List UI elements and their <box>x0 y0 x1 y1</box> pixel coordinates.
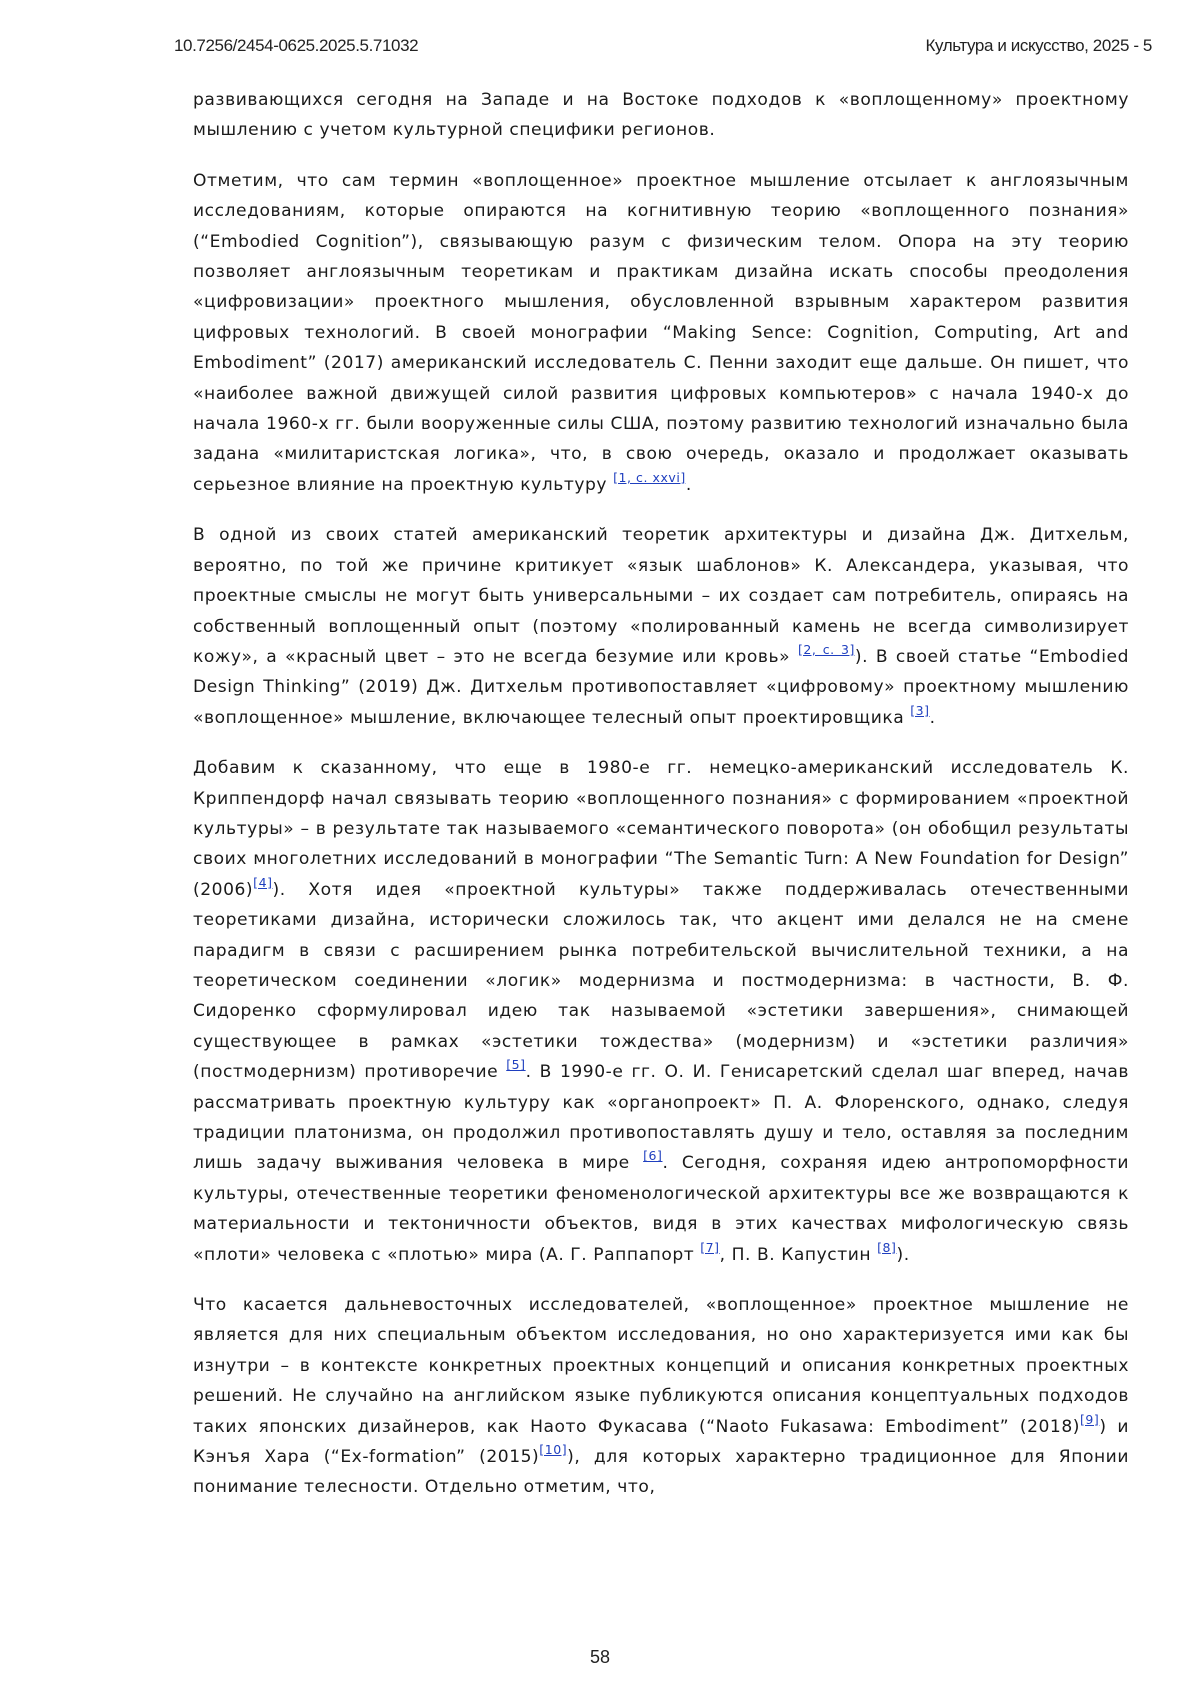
citation-link-10[interactable]: [10] <box>539 1442 568 1458</box>
paragraph-3: В одной из своих статей американский теоретик архитектуры и дизайна Дж. Дитхельм, вероятно, по той же причине критикует «язык шаблонов» К. Александера, указывая, что проектные смыслы не могут быть универсальными – их создает сам потребитель, опираясь на собственный воплощенный опыт (поэтому «полированный камень не всегда символизирует кожу», а «красный цвет – это не всегда безумие или кровь» [2, с. 3]). В своей статье “Embodied Design Thinking” (2019) Дж. Дитхельм противопоставляет «цифровому» проектному мышлению «воплощенное» мышление, включающее телесный опыт проектировщика [3]. <box>193 525 1129 728</box>
journal-title: Культура и искусство, 2025 - 5 <box>925 36 1152 55</box>
citation-link-8[interactable]: [8] <box>877 1239 897 1255</box>
citation-link-3[interactable]: [3] <box>910 702 930 718</box>
citation-link-4[interactable]: [4] <box>253 874 273 890</box>
citation-link-5[interactable]: [5] <box>506 1057 526 1073</box>
page-header <box>174 36 1152 60</box>
article-body <box>193 85 1129 1523</box>
citation-link-9[interactable]: [9] <box>1080 1411 1100 1427</box>
citation-link-7[interactable]: [7] <box>700 1239 720 1255</box>
paragraph-1: развивающихся сегодня на Западе и на Востоке подходов к «воплощенному» проектному мышлению с учетом культурной специфики регионов. <box>193 90 1129 141</box>
doi-label: 10.7256/2454-0625.2025.5.71032 <box>174 36 419 55</box>
page-number: 58 <box>589 1647 611 1667</box>
paragraph-2: Отметим, что сам термин «воплощенное» проектное мышление отсылает к англоязычным исследованиям, которые опираются на когнитивную теорию «воплощенного познания» (“Embodied Cognition”), связывающую разум с физическим телом. Опора на эту теорию позволяет англоязычным теоретикам и практикам дизайна искать способы преодоления «цифровизации» проектного мышления, обусловленной взрывным характером развития цифровых технологий. В своей монографии “Making Sence: Cognition, Computing, Art and Embodiment” (2017) американский исследователь С. Пенни заходит еще дальше. Он пишет, что «наиболее важной движущей силой развития цифровых компьютеров» с начала 1940-х до начала 1960-х гг. были вооруженные силы США, поэтому развитию технологий изначально была задана «милитаристская логика», что, в свою очередь, оказало и продолжает оказывать серьезное влияние на проектную культуру [1, с. xxvi]. <box>193 170 1129 495</box>
citation-link-1[interactable]: [1, с. xxvi] <box>613 469 686 485</box>
paragraph-5: Что касается дальневосточных исследователей, «воплощенное» проектное мышление не является для них специальным объектом исследования, но оно характеризуется ими как бы изнутри – в контексте конкретных проектных концепций и описания конкретных проектных решений. Не случайно на английском языке публикуются описания концептуальных подходов таких японских дизайнеров, как Наото Фукасава (“Naoto Fukasawa: Embodiment” (2018)[9]) и Кэнъя Хара (“Ex-formation” (2015)[10]), для которых характерно традиционное для Японии понимание телесности. Отдельно отметим, что, <box>193 1295 1129 1498</box>
citation-link-6[interactable]: [6] <box>643 1148 663 1164</box>
paragraph-4: Добавим к сказанному, что еще в 1980-е гг. немецко-американский исследователь К. Криппендорф начал связывать теорию «воплощенного познания» с формированием «проектной культуры» – в результате так называемого «семантического поворота» (он обобщил результаты своих многолетних исследований в монографии “The Semantic Turn: A New Foundation for Design” (2006)[4]). Хотя идея «проектной культуры» также поддерживалась отечественными теоретиками дизайна, исторически сложилось так, что акцент ими делался не на смене парадигм в связи с расширением рынка потребительской вычислительной техники, а на теоретическом соединении «логик» модернизма и постмодернизма: в частности, В. Ф. Сидоренко сформулировал идею так называемой «эстетики завершения», снимающей существующее в рамках «эстетики тождества» (модернизм) и «эстетики различия» (постмодернизм) противоречие [5]. В 1990-е гг. О. И. Генисаретский сделал шаг вперед, начав рассматривать проектную культуру как «органопроект» П. А. Флоренского, однако, следуя традиции платонизма, он продолжил противопоставлять душу и тело, оставляя за последним лишь задачу выживания человека в мире [6]. Сегодня, сохраняя идею антропоморфности культуры, отечественные теоретики феноменологической архитектуры все же возвращаются к материальности и тектоничности объектов, видя в этих качествах мифологическую связь «плоти» человека с «плотью» мира (А. Г. Раппапорт [7], П. В. Капустин [8]). <box>193 758 1129 1265</box>
citation-link-2[interactable]: [2, с. 3] <box>797 641 855 657</box>
